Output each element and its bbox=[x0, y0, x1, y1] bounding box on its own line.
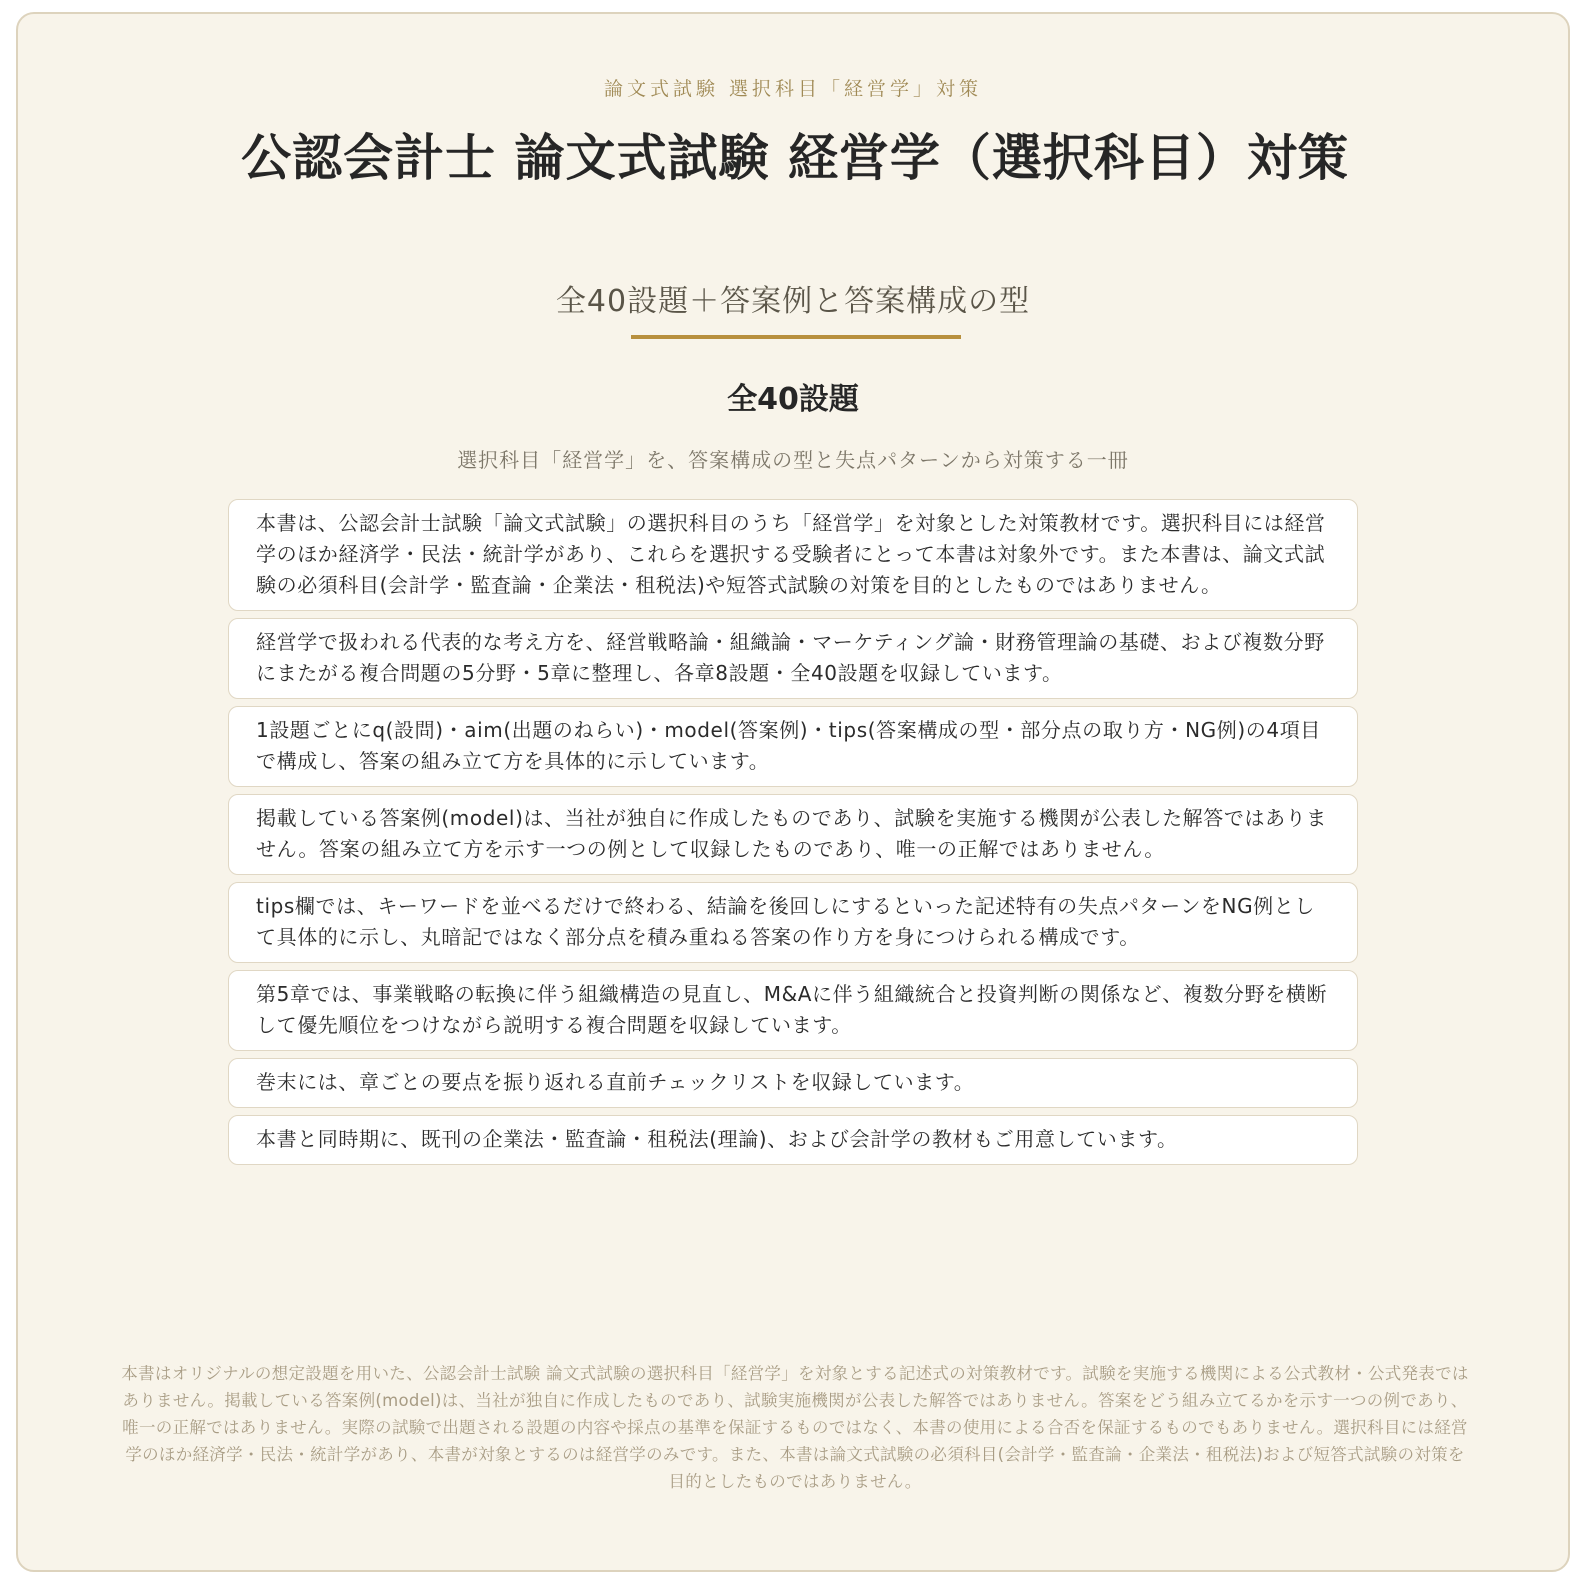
feature-card-model-answers: 掲載している答案例(model)は、当社が独自に作成したものであり、試験を実施する機関が公表した解答ではありません。答案の組み立て方を示す一つの例として収録したものであり、唯一の正解ではありません。 bbox=[228, 794, 1358, 875]
page-title: 公認会計士 論文式試験 経営学（選択科目）対策 bbox=[241, 129, 1349, 187]
disclaimer-text: 本書はオリジナルの想定設題を用いた、公認会計士試験 論文式試験の選択科目「経営学」を対象とする記述式の対策教材です。試験を実施する機関による公式教材・公式発表ではありません。掲載している答案例(model)は、当社が独自に作成したものであり、試験実施機関が公表した解答ではありません。答案をどう組み立てるかを示す一つの例であり、唯一の正解ではありません。実際の試験で出題される設題の内容や採点の基準を保証するものではなく、本書の使用による合否を保証するものでもありません。選択科目には経営学のほか経済学・民法・統計学があり、本書が対象とするのは経営学のみです。また、本書は論文式試験の必須科目(会計学・監査論・企業法・租税法)および短答式試験の対策を目的としたものではありません。 bbox=[121, 1364, 1469, 1491]
feature-card-list bbox=[228, 499, 1358, 1165]
feature-card-chapter5: 第5章では、事業戦略の転換に伴う組織構造の見直し、M&Aに伴う組織統合と投資判断の関係など、複数分野を横断して優先順位をつけながら説明する複合問題を収録しています。 bbox=[228, 970, 1358, 1051]
page-frame bbox=[16, 12, 1570, 1572]
feature-card-related-titles: 本書と同時期に、既刊の企業法・監査論・租税法(理論)、および会計学の教材もご用意しています。 bbox=[228, 1115, 1358, 1165]
feature-card-structure: 経営学で扱われる代表的な考え方を、経営戦略論・組織論・マーケティング論・財務管理論の基礎、および複数分野にまたがる複合問題の5分野・5章に整理し、各章8設題・全40設題を収録しています。 bbox=[228, 618, 1358, 699]
feature-card-scope: 本書は、公認会計士試験「論文式試験」の選択科目のうち「経営学」を対象とした対策教材です。選択科目には経営学のほか経済学・民法・統計学があり、これらを選択する受験者にとって本書は対象外です。また本書は、論文式試験の必須科目(会計学・監査論・企業法・租税法)や短答式試験の対策を目的としたものではありません。 bbox=[228, 499, 1358, 611]
page-subtitle: 全40設題＋答案例と答案構成の型 bbox=[555, 284, 1031, 319]
tagline: 選択科目「経営学」を、答案構成の型と失点パターンから対策する一冊 bbox=[457, 448, 1129, 472]
feature-card-checklist: 巻末には、章ごとの要点を振り返れる直前チェックリストを収録しています。 bbox=[228, 1058, 1358, 1108]
feature-card-tips: tips欄では、キーワードを並べるだけで終わる、結論を後回しにするといった記述特有の失点パターンをNG例として具体的に示し、丸暗記ではなく部分点を積み重ねる答案の作り方を身につけられる構成です。 bbox=[228, 882, 1358, 963]
feature-card-format: 1設題ごとにq(設問)・aim(出題のねらい)・model(答案例)・tips(答案構成の型・部分点の取り方・NG例)の4項目で構成し、答案の組み立て方を具体的に示しています。 bbox=[228, 706, 1358, 787]
accent-divider bbox=[631, 335, 961, 339]
question-count-heading: 全40設題 bbox=[727, 382, 859, 417]
kicker-label: 論文式試験 選択科目「経営学」対策 bbox=[603, 78, 983, 100]
